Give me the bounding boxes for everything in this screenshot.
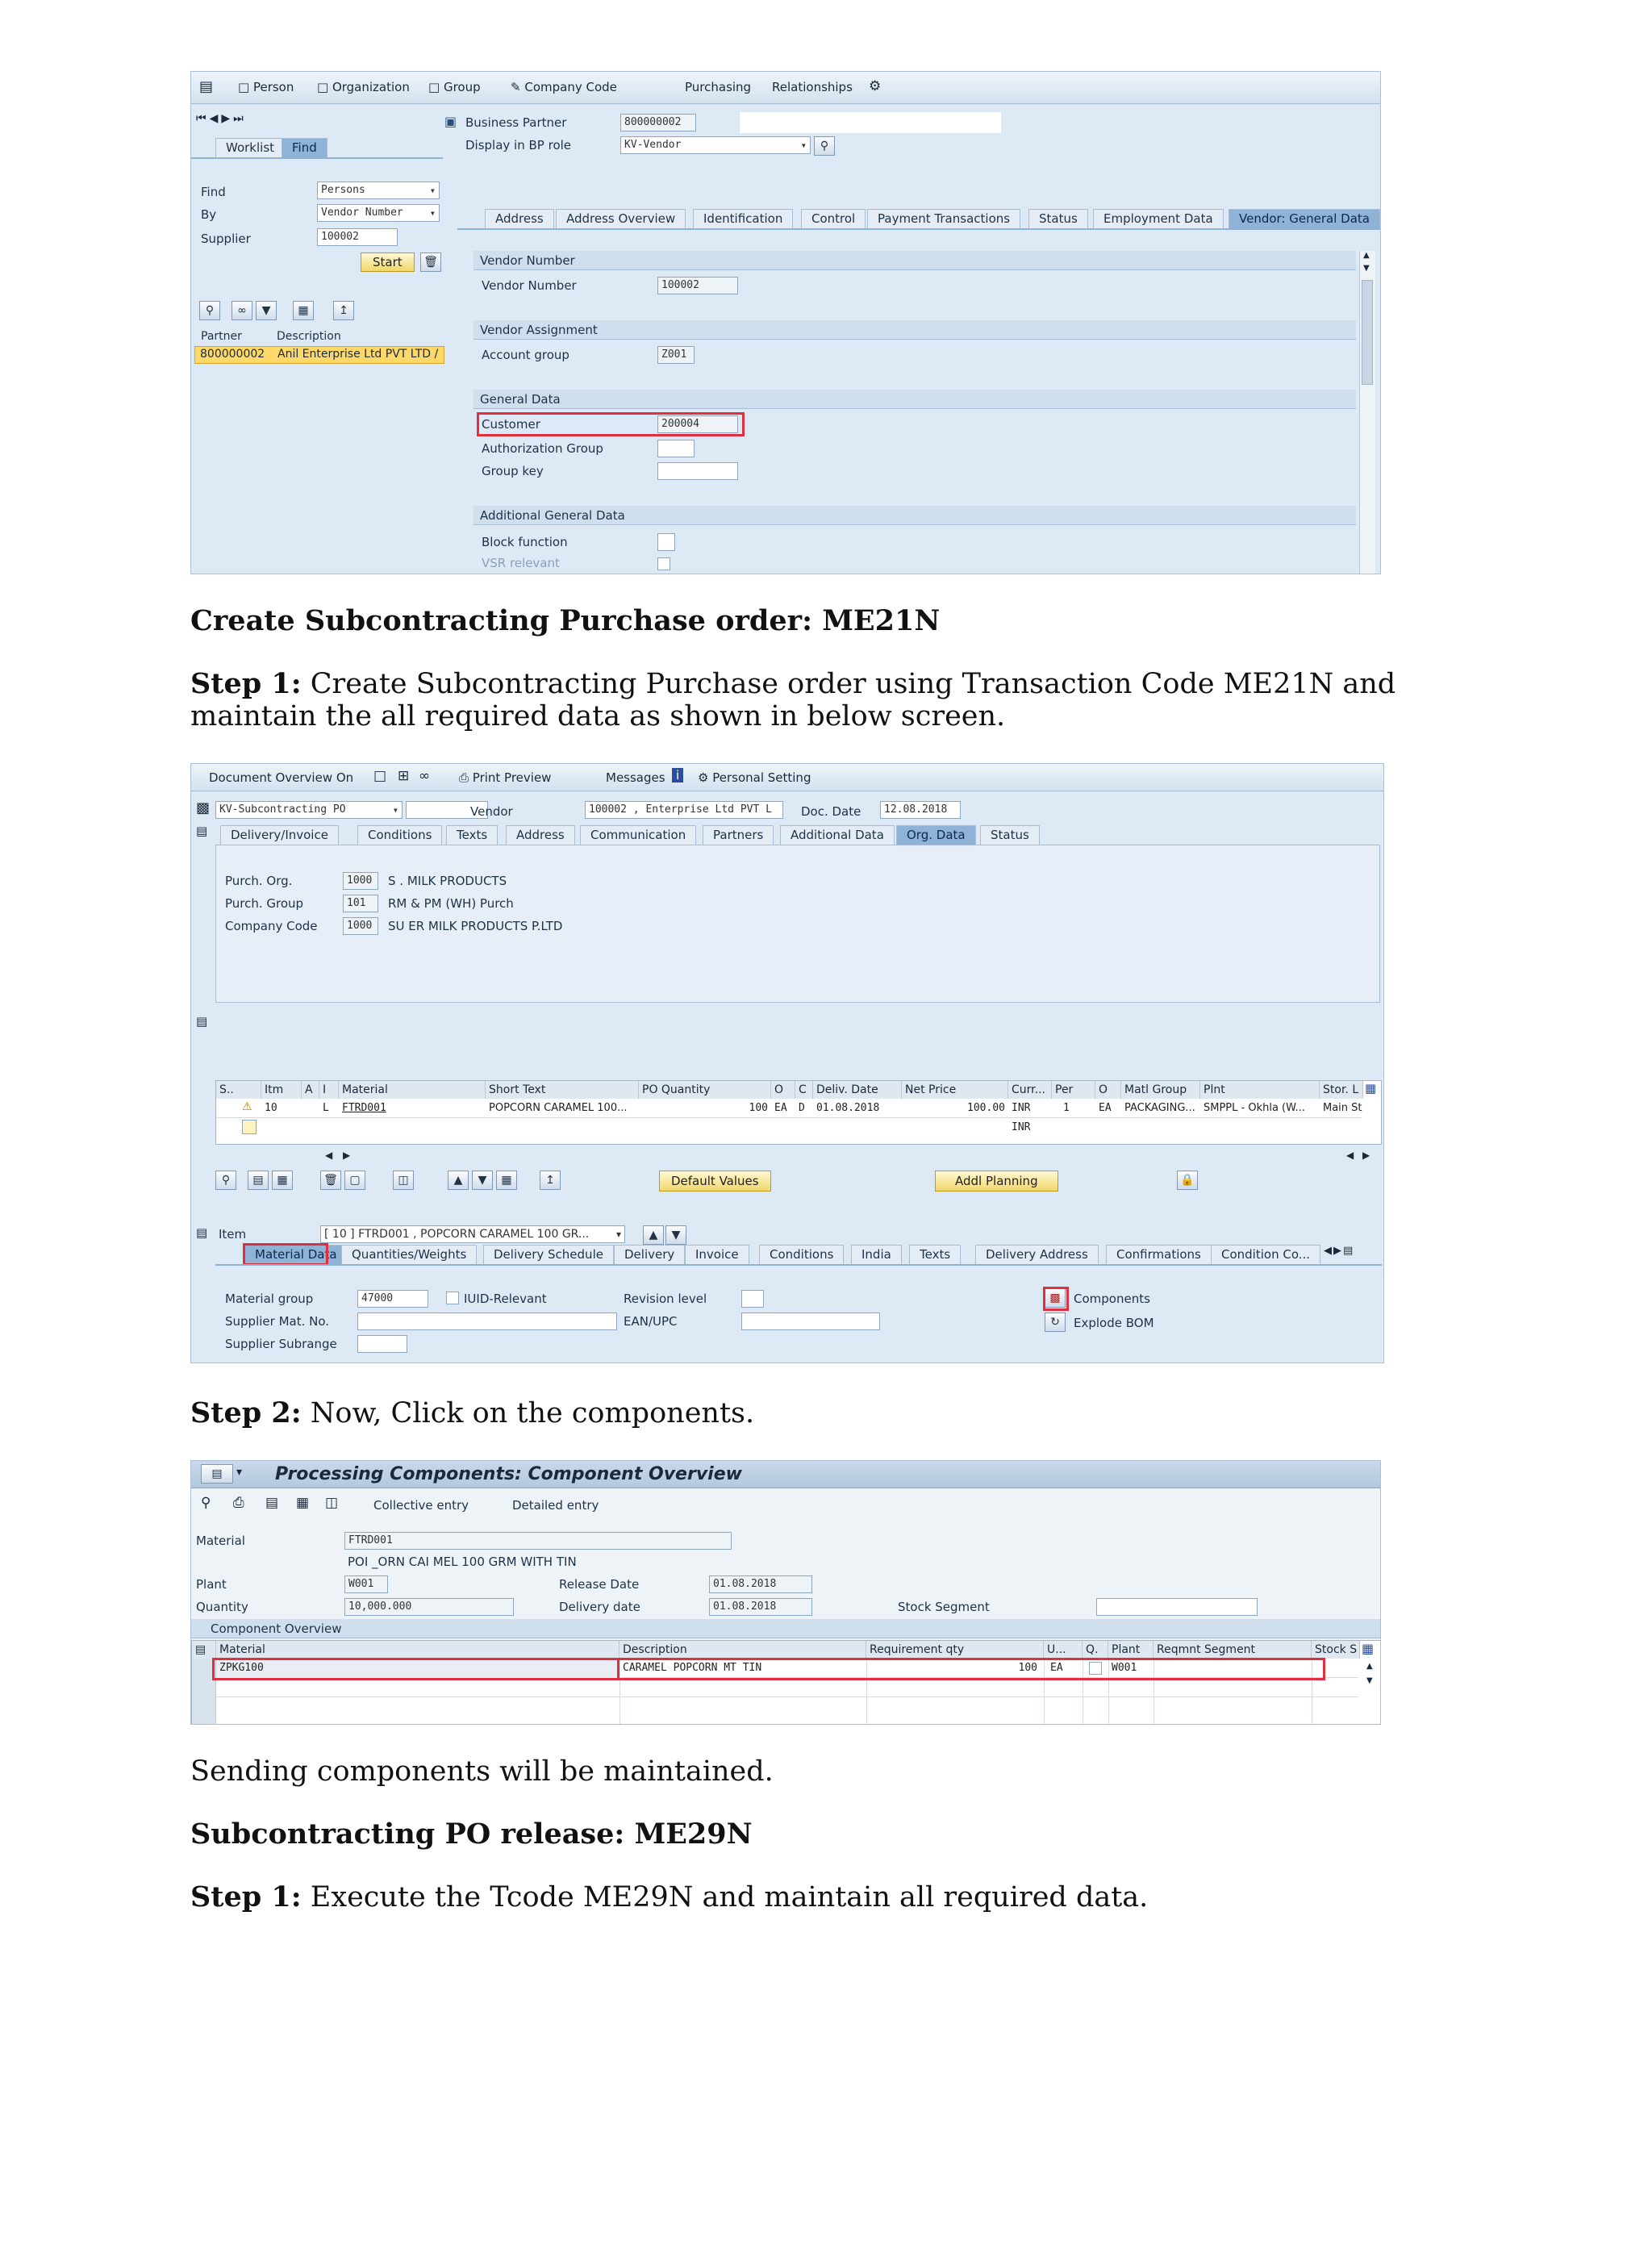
customer-highlight — [477, 412, 745, 436]
step1-label: Step 1: — [190, 667, 302, 700]
list-row[interactable] — [194, 346, 444, 364]
personal-setting-label: Personal Setting — [712, 770, 811, 785]
screen-title: Processing Components: Component Overview — [275, 1464, 742, 1484]
component-overview-section: Component Overview — [191, 1619, 1381, 1638]
step2-body: Now, Click on the components. — [301, 1397, 755, 1429]
list-icon[interactable]: ▤ — [265, 1495, 279, 1511]
organization-label: Organization — [332, 80, 410, 94]
row-storage-location: Main St — [1323, 1102, 1362, 1114]
block-function-checkbox[interactable] — [657, 533, 675, 551]
tab-confirmations[interactable]: Confirmations — [1106, 1245, 1212, 1264]
row2-status-box — [242, 1120, 257, 1134]
release-date-field[interactable]: 01.08.2018 — [709, 1575, 812, 1593]
tab-status[interactable]: Status — [980, 825, 1040, 845]
item-detail-expand-icon[interactable]: ▤ — [196, 1225, 208, 1240]
row-po-quantity[interactable]: 100 — [749, 1102, 768, 1114]
vendor-field[interactable]: 100002 , Enterprise Ltd PVT L — [585, 801, 783, 819]
tab-delivery-schedule[interactable]: Delivery Schedule — [483, 1245, 614, 1264]
group-key-label: Group key — [482, 464, 544, 478]
step1-release-label: Step 1: — [190, 1880, 302, 1914]
authorization-group-field[interactable] — [657, 440, 695, 457]
purch-group-label: Purch. Group — [225, 896, 304, 911]
row-matl-group: PACKAGING... — [1124, 1102, 1195, 1114]
customer-label: Customer — [482, 417, 540, 432]
component-row-highlight — [212, 1658, 1325, 1680]
item-prev-icon[interactable]: ▲ — [643, 1225, 664, 1245]
tab-material-data[interactable]: Material Data — [244, 1245, 348, 1264]
col-matl-group: Matl Group — [1121, 1081, 1200, 1099]
tab-status[interactable]: Status — [1028, 209, 1088, 228]
explode-bom-label[interactable]: Explode BOM — [1074, 1316, 1154, 1330]
step1-body: Create Subcontracting Purchase order using Transaction Code ME21N and maintain the all required data as shown in below screen. — [190, 668, 1396, 732]
col-q: Q. — [1083, 1641, 1108, 1659]
warning-icon: ⚠ — [242, 1100, 252, 1113]
components-icon[interactable]: ▩ — [1045, 1288, 1066, 1308]
tab-address-overview[interactable]: Address Overview — [556, 209, 686, 228]
stock-segment-label: Stock Segment — [898, 1600, 990, 1614]
material-label: Material — [196, 1534, 245, 1548]
col-stock-segment: Stock S — [1312, 1641, 1360, 1659]
tab-india[interactable]: India — [851, 1245, 902, 1264]
heading-po-release: Subcontracting PO release: ME29N — [190, 1818, 753, 1851]
col-plant: Plnt — [1200, 1081, 1320, 1099]
tab-worklist[interactable]: Worklist — [215, 138, 285, 157]
tab-quantities-weights[interactable]: Quantities/Weights — [341, 1245, 477, 1264]
row-plant: SMPPL - Okhla (W... — [1204, 1102, 1305, 1114]
section-vendor-assignment: Vendor Assignment — [473, 320, 1356, 340]
bp-toolbar — [191, 72, 1380, 104]
table-scroll-left2-icon[interactable]: ◀ — [1346, 1150, 1354, 1161]
menu-icon[interactable]: ▤ — [201, 1464, 233, 1484]
step2-paragraph — [190, 1397, 754, 1429]
table-row[interactable] — [216, 1118, 1362, 1137]
item-filter-icon[interactable]: ▼ — [472, 1171, 493, 1190]
tab-invoice[interactable]: Invoice — [685, 1245, 749, 1264]
block-function-label: Block function — [482, 535, 568, 549]
authorization-group-label: Authorization Group — [482, 441, 603, 456]
collective-entry-button[interactable]: Collective entry — [373, 1498, 469, 1513]
vendor-label: Vendor — [470, 804, 513, 819]
details-icon[interactable]: ▦ — [296, 1495, 310, 1511]
tab-delivery-invoice[interactable]: Delivery/Invoice — [220, 825, 339, 845]
material-group-label: Material group — [225, 1292, 314, 1306]
tab-org-data[interactable]: Org. Data — [896, 825, 976, 845]
tree-icon[interactable]: ⊞ — [398, 768, 410, 784]
redacted-area — [740, 112, 1001, 133]
layout-icon[interactable]: ▦ — [293, 301, 314, 320]
col-short-text: Short Text — [486, 1081, 639, 1099]
business-partner-field[interactable]: 800000002 — [620, 114, 696, 131]
step1-release-paragraph — [190, 1881, 1148, 1914]
tab-item-conditions[interactable]: Conditions — [759, 1245, 844, 1264]
glasses-icon[interactable]: ∞ — [419, 768, 431, 784]
item-label: Item — [219, 1227, 247, 1242]
col-net-price: Net Price — [902, 1081, 1008, 1099]
business-partner-label: Business Partner — [465, 115, 567, 130]
material-field[interactable]: FTRD001 — [344, 1532, 732, 1550]
item-delete-icon[interactable]: 🗑 — [320, 1171, 341, 1190]
material-data-highlight — [243, 1243, 328, 1266]
table-scroll-left-icon[interactable]: ◀ — [325, 1150, 333, 1161]
company-code-button[interactable]: ✎ Company Code — [511, 80, 617, 94]
tab-conditions[interactable]: Conditions — [357, 825, 442, 845]
search-icon[interactable]: ⚲ — [201, 1495, 211, 1511]
components-screenshot — [190, 1460, 1381, 1725]
po-type-select[interactable]: KV-Subcontracting PO ▾ — [215, 801, 403, 819]
search-icon[interactable]: ⚲ — [199, 301, 220, 320]
col-unit: U... — [1044, 1641, 1083, 1659]
info-icon[interactable]: i — [672, 768, 683, 783]
purch-org-desc: S . MILK PRODUCTS — [388, 874, 507, 888]
col-order-unit: O — [771, 1081, 795, 1099]
redbox-divider — [617, 1658, 620, 1680]
step1-paragraph — [190, 668, 1465, 732]
by-label: By — [201, 207, 217, 222]
col-account: A — [302, 1081, 319, 1099]
item-layout-icon[interactable]: ▦ — [496, 1171, 517, 1190]
material-description: POI _ORN CAI MEL 100 GRM WITH TIN — [348, 1555, 577, 1569]
copy-icon[interactable]: ◫ — [325, 1495, 339, 1511]
item-export-icon[interactable]: ↥ — [540, 1171, 561, 1190]
group-key-field[interactable] — [657, 462, 738, 480]
col-material: Material — [216, 1641, 620, 1659]
tab-texts[interactable]: Texts — [446, 825, 498, 845]
vertical-scrollbar[interactable] — [1359, 251, 1375, 574]
row-material[interactable]: ZPKG100 — [216, 1659, 620, 1678]
binoculars-icon[interactable]: ∞ — [232, 301, 252, 320]
list-row-description: Anil Enterprise Ltd PVT LTD / — [277, 348, 439, 361]
find-label: Find — [201, 185, 226, 199]
col-reqmnt-segment: Reqmnt Segment — [1153, 1641, 1312, 1659]
messages-button[interactable]: Messages — [606, 770, 665, 785]
tab-vendor-general-data[interactable]: Vendor: General Data — [1229, 209, 1380, 228]
filter-icon[interactable]: ▼ — [256, 301, 277, 320]
scroll-down-icon[interactable]: ▼ — [1363, 264, 1370, 273]
scroll-up-icon[interactable]: ▲ — [1363, 251, 1370, 260]
item-details-icon[interactable]: ▤ — [248, 1171, 269, 1190]
document-overview-button[interactable]: Document Overview On — [209, 770, 354, 785]
col-plant: Plant — [1108, 1641, 1153, 1659]
col-item-category: I — [319, 1081, 339, 1099]
table-row[interactable] — [216, 1099, 1362, 1118]
item-tab-line — [215, 1264, 1382, 1266]
account-group-field[interactable]: Z001 — [657, 346, 695, 364]
components-highlight — [1043, 1287, 1069, 1311]
tab-condition-control[interactable]: Condition Co... — [1211, 1245, 1320, 1264]
col-currency: Curr... — [1008, 1081, 1052, 1099]
po-type-icon: ▩ — [196, 799, 211, 816]
tab-communication[interactable]: Communication — [580, 825, 696, 845]
tab-identification[interactable]: Identification — [693, 209, 793, 228]
tab-find[interactable]: Find — [282, 138, 327, 157]
doc-date-label: Doc. Date — [801, 804, 861, 819]
row-item: 10 — [265, 1102, 277, 1114]
item-sort-icon[interactable]: ▲ — [448, 1171, 469, 1190]
explode-bom-icon[interactable]: ↻ — [1045, 1313, 1066, 1332]
list-row-partner: 800000002 — [200, 348, 265, 361]
print-preview-label: Print Preview — [472, 770, 552, 785]
item-table-icon[interactable]: ◫ — [393, 1171, 414, 1190]
tab-address[interactable]: Address — [485, 209, 554, 228]
settings-icon[interactable]: ⚙ — [869, 78, 882, 94]
table-settings-icon[interactable]: ▦ — [1362, 1641, 1375, 1656]
purchasing-button[interactable]: Purchasing — [685, 80, 752, 94]
detailed-entry-button[interactable]: Detailed entry — [512, 1498, 599, 1513]
section-vendor-number: Vendor Number — [473, 251, 1356, 270]
item-grid — [215, 1080, 1382, 1145]
title-bar — [191, 1461, 1381, 1488]
scroll-down-icon[interactable]: ▼ — [1366, 1676, 1373, 1685]
purch-group-field[interactable]: 101 — [343, 895, 378, 912]
company-code-field[interactable]: 1000 — [343, 917, 378, 935]
doc-date-field[interactable]: 12.08.2018 — [880, 801, 961, 819]
organization-button[interactable]: □ Organization — [317, 80, 410, 94]
supplier-label: Supplier — [201, 232, 251, 246]
row-short-text[interactable]: POPCORN CARAMEL 100... — [489, 1102, 628, 1114]
vsr-relevant-label: VSR relevant — [482, 556, 560, 570]
find-select[interactable]: Persons ▾ — [317, 182, 440, 199]
supplier-mat-field[interactable] — [357, 1313, 617, 1330]
item-lock-icon[interactable]: ▢ — [344, 1171, 365, 1190]
po-screenshot — [190, 763, 1384, 1363]
group-label: Group — [443, 80, 481, 94]
vsr-relevant-checkbox[interactable] — [657, 557, 670, 570]
account-group-label: Account group — [482, 348, 569, 362]
row-net-price[interactable]: 100.00 — [967, 1102, 1005, 1114]
row-unit[interactable]: EA — [1050, 1662, 1063, 1674]
col-select: ▤ — [192, 1641, 216, 1659]
display-role-select[interactable]: KV-Vendor ▾ — [620, 136, 811, 154]
col-deliv-date: Deliv. Date — [813, 1081, 902, 1099]
col-status: S.. — [216, 1081, 261, 1099]
nav-arrows-icon[interactable]: ⏮◀▶⏭ — [196, 112, 247, 125]
item-next-icon[interactable]: ▼ — [665, 1225, 686, 1245]
tab-partners[interactable]: Partners — [703, 825, 774, 845]
row2-currency: INR — [1012, 1121, 1031, 1133]
row-plant[interactable]: W001 — [1112, 1662, 1137, 1674]
table-scroll-right2-icon[interactable]: ▶ — [1362, 1150, 1370, 1161]
col-requirement-qty: Requirement qty — [866, 1641, 1044, 1659]
components-label[interactable]: Components — [1074, 1292, 1150, 1306]
tab-address[interactable]: Address — [506, 825, 575, 845]
col-description: Description — [620, 1641, 866, 1659]
iuid-relevant-label: IUID-Relevant — [464, 1292, 547, 1306]
row-material[interactable]: FTRD001 — [342, 1102, 386, 1114]
plant-label: Plant — [196, 1577, 227, 1592]
company-code-desc: SU ER MILK PRODUCTS P.LTD — [388, 919, 563, 933]
row-per: 1 — [1063, 1102, 1070, 1114]
scroll-thumb[interactable] — [1362, 280, 1373, 385]
tab-strip-line — [457, 228, 1381, 230]
lock-icon[interactable]: 🔒 — [1177, 1171, 1198, 1190]
row-order-price-unit: EA — [1099, 1102, 1112, 1114]
bp-screenshot — [190, 71, 1381, 574]
po-toolbar — [191, 764, 1383, 791]
default-values-button[interactable]: Default Values — [659, 1171, 771, 1192]
item-select[interactable]: [ 10 ] FTRD001 , POPCORN CARAMEL 100 GR... ▾ — [320, 1225, 625, 1243]
ean-upc-field[interactable] — [741, 1313, 880, 1330]
group-button[interactable]: □ Group — [428, 80, 481, 94]
components-note: Sending components will be maintained. — [190, 1755, 774, 1788]
revision-level-field[interactable] — [741, 1290, 764, 1308]
company-code-label: Company Code — [524, 80, 617, 94]
vendor-number-field[interactable]: 100002 — [657, 277, 738, 294]
tab-control[interactable]: Control — [801, 209, 866, 228]
export-icon[interactable]: ↥ — [333, 301, 354, 320]
tab-employment-data[interactable]: Employment Data — [1093, 209, 1224, 228]
purch-group-desc: RM & PM (WH) Purch — [388, 896, 514, 911]
col-order-price-unit: O — [1095, 1081, 1121, 1099]
row-requirement-qty[interactable]: 100 — [1018, 1662, 1037, 1674]
quantity-field[interactable]: 10,000.000 — [344, 1598, 514, 1616]
new-document-icon[interactable]: □ — [373, 768, 387, 784]
header-expand-icon[interactable]: ▤ — [196, 824, 208, 838]
release-date-label: Release Date — [559, 1577, 640, 1592]
revision-level-label: Revision level — [624, 1292, 707, 1306]
personal-setting-button[interactable]: ⚙ Personal Setting — [698, 770, 811, 785]
scroll-up-icon[interactable]: ▲ — [1366, 1662, 1373, 1671]
quantity-label: Quantity — [196, 1600, 248, 1614]
row-item-category: L — [323, 1102, 329, 1114]
item-copy-icon[interactable]: ▦ — [272, 1171, 293, 1190]
display-role-label: Display in BP role — [465, 138, 572, 152]
col-material: Material — [339, 1081, 486, 1099]
tab-additional-data[interactable]: Additional Data — [780, 825, 895, 845]
table-scroll-right-icon[interactable]: ▶ — [343, 1150, 351, 1161]
items-expand-icon[interactable]: ▤ — [196, 1014, 208, 1029]
delete-icon[interactable]: 🗑 — [420, 252, 441, 272]
title-dropdown-icon[interactable]: ▾ — [236, 1466, 243, 1479]
row-currency: INR — [1012, 1102, 1031, 1114]
person-button[interactable]: □ Person — [238, 80, 294, 94]
step2-label: Step 2: — [190, 1396, 302, 1429]
plant-field[interactable]: W001 — [344, 1575, 388, 1593]
stock-segment-field[interactable] — [1096, 1598, 1258, 1616]
table-settings-icon[interactable]: ▦ — [1365, 1081, 1377, 1096]
print-icon[interactable]: ⎙ — [233, 1495, 244, 1511]
delivery-date-field[interactable]: 01.08.2018 — [709, 1598, 812, 1616]
table-row[interactable] — [192, 1678, 1358, 1697]
row-description[interactable]: CARAMEL POPCORN MT TIN — [623, 1662, 762, 1674]
tab-item-texts[interactable]: Texts — [909, 1245, 961, 1264]
step1-release-body: Execute the Tcode ME29N and maintain all required data. — [301, 1881, 1149, 1914]
display-search-icon[interactable]: ⚲ — [814, 136, 835, 156]
tab-delivery-address[interactable]: Delivery Address — [975, 1245, 1099, 1264]
iuid-relevant-checkbox[interactable] — [446, 1292, 459, 1304]
tab-nav-icon[interactable]: ◀▶▤ — [1324, 1245, 1355, 1257]
list-header-description: Description — [277, 330, 341, 343]
section-additional-general-data: Additional General Data — [473, 506, 1356, 525]
tab-delivery[interactable]: Delivery — [614, 1245, 685, 1264]
item-search-icon[interactable]: ⚲ — [215, 1171, 236, 1190]
tab-payment-transactions[interactable]: Payment Transactions — [867, 209, 1020, 228]
row-date-category: D — [799, 1102, 805, 1114]
row-deliv-date[interactable]: 01.08.2018 — [816, 1102, 880, 1114]
relationships-button[interactable]: Relationships — [772, 80, 853, 94]
supplier-input[interactable]: 100002 — [317, 228, 398, 246]
table-row[interactable] — [192, 1697, 1358, 1717]
start-button[interactable]: Start — [361, 252, 415, 272]
heading-create-subcontracting-po: Create Subcontracting Purchase order: ME21N — [190, 604, 941, 637]
supplier-subrange-label: Supplier Subrange — [225, 1337, 337, 1351]
delivery-date-label: Delivery date — [559, 1600, 640, 1614]
col-storage-location: Stor. L — [1320, 1081, 1363, 1099]
purch-org-label: Purch. Org. — [225, 874, 293, 888]
ean-upc-label: EAN/UPC — [624, 1314, 678, 1329]
business-partner-icon: ▣ — [444, 114, 457, 129]
print-preview-button[interactable]: ⎙ Print Preview — [459, 770, 552, 785]
component-grid — [191, 1640, 1381, 1725]
col-po-quantity: PO Quantity — [639, 1081, 771, 1099]
company-code-label: Company Code — [225, 919, 318, 933]
list-header-partner: Partner — [201, 330, 242, 343]
menu-icon[interactable]: ▤ — [199, 78, 214, 95]
purch-org-field[interactable]: 1000 — [343, 872, 378, 890]
left-panel-line — [191, 157, 443, 159]
vendor-number-label: Vendor Number — [482, 278, 577, 293]
by-select[interactable]: Vendor Number ▾ — [317, 204, 440, 222]
supplier-subrange-field[interactable] — [357, 1335, 407, 1353]
material-group-field[interactable]: 47000 — [357, 1290, 428, 1308]
supplier-mat-label: Supplier Mat. No. — [225, 1314, 330, 1329]
addl-planning-button[interactable]: Addl Planning — [935, 1171, 1058, 1192]
customer-field[interactable]: 200004 — [657, 415, 738, 433]
section-general-data: General Data — [473, 390, 1356, 409]
person-label: Person — [252, 80, 294, 94]
col-item: Itm — [261, 1081, 302, 1099]
col-date-category: C — [795, 1081, 813, 1099]
col-per: Per — [1052, 1081, 1095, 1099]
row-order-unit: EA — [774, 1102, 787, 1114]
